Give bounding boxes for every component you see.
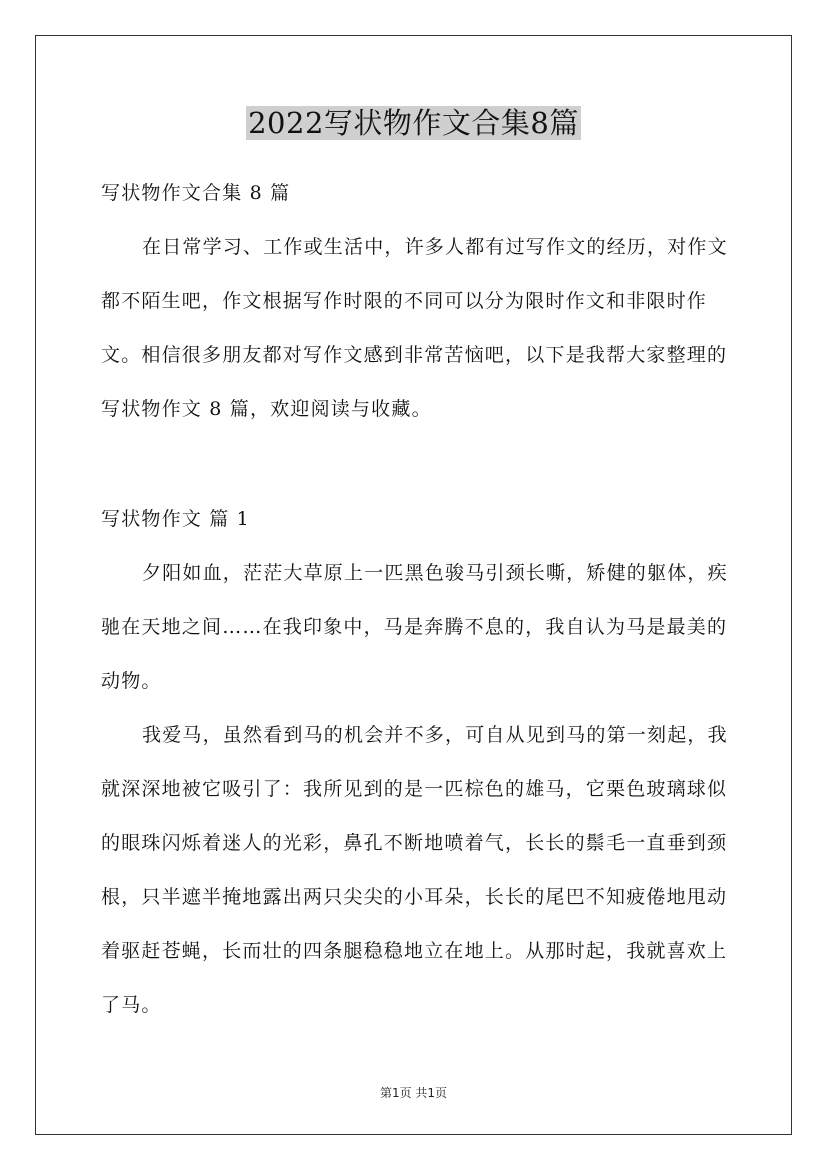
document-title-text: 2022写状物作文合集8篇 xyxy=(248,106,579,140)
document-title xyxy=(0,102,827,144)
body-paragraph: 我爱马，虽然看到马的机会并不多，可自从见到马的第一刻起，我就深深地被它吸引了：我所见到的是一匹棕色的雄马，它栗色玻璃球似的眼珠闪烁着迷人的光彩，鼻孔不断地喷着气，长长的鬃毛一直垂到颈根，只半遮半掩地露出两只尖尖的小耳朵，长长的尾巴不知疲倦地甩动着驱赶苍蝇，长而壮的四条腿稳稳地立在地上。从那时起，我就喜欢上了马。 xyxy=(101,724,728,1016)
page-footer xyxy=(0,1084,827,1101)
body-paragraph: 夕阳如血，茫茫大草原上一匹黑色骏马引颈长嘶，矫健的躯体，疾驰在天地之间……在我印象中，马是奔腾不息的，我自认为马是最美的动物。 xyxy=(101,562,728,692)
page-number: 第1页 共1页 xyxy=(379,1086,448,1100)
document-subtitle: 写状物作文合集 8 篇 xyxy=(101,182,291,204)
intro-paragraph: 在日常学习、工作或生活中，许多人都有过写作文的经历，对作文都不陌生吧，作文根据写作时限的不同可以分为限时作文和非限时作文。相信很多朋友都对写作文感到非常苦恼吧，以下是我帮大家整理的写状物作文 8 篇，欢迎阅读与收藏。 xyxy=(101,236,728,420)
section-heading: 写状物作文 篇 1 xyxy=(101,508,250,530)
